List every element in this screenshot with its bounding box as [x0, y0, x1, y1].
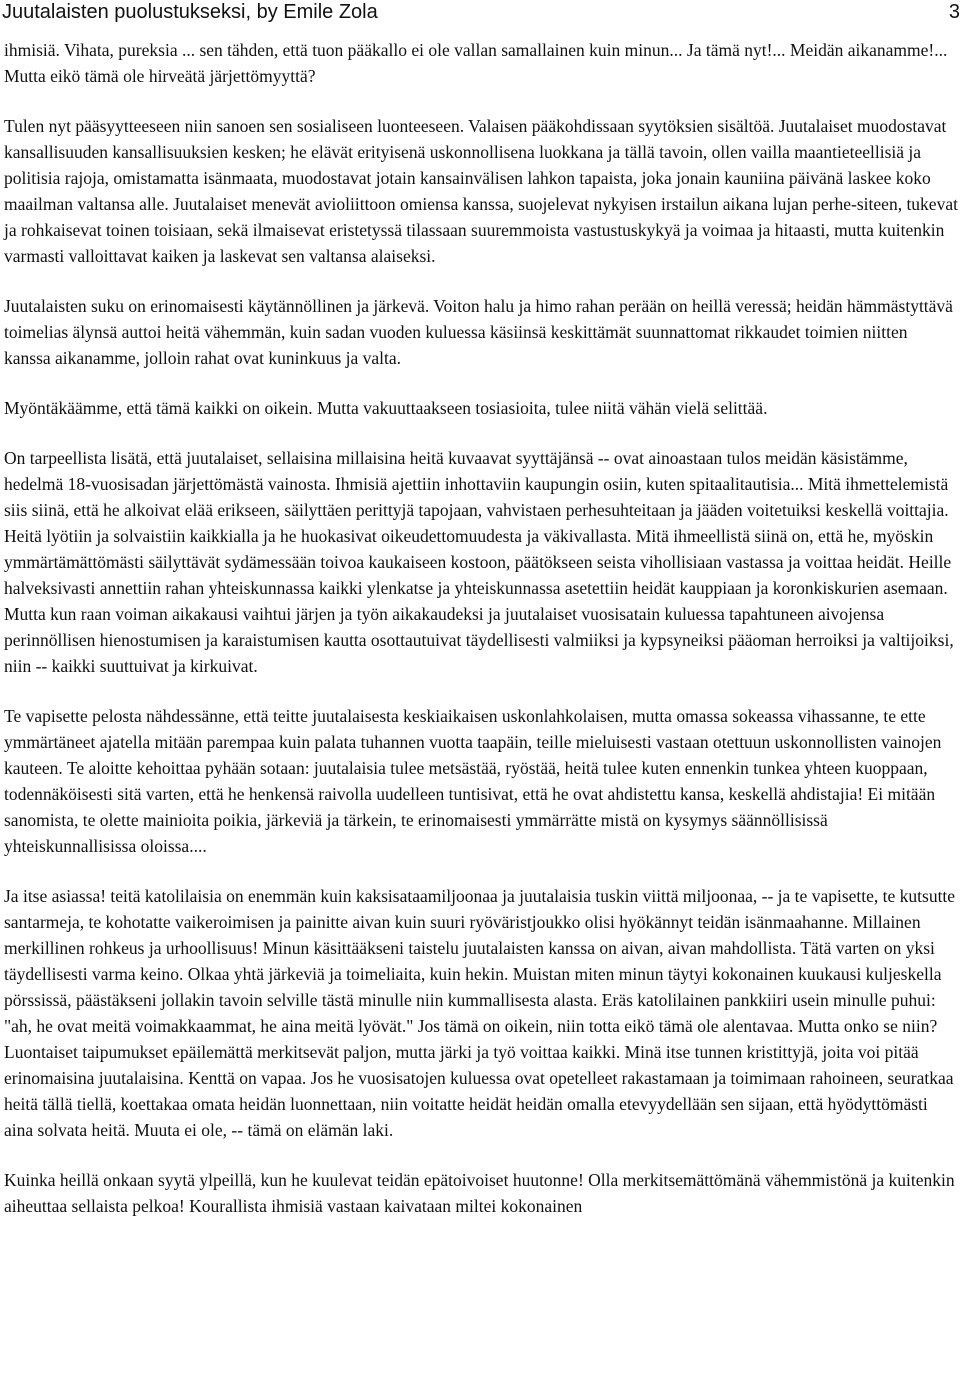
page-number: 3: [948, 1, 960, 23]
paragraph: Tulen nyt pääsyytteeseen niin sanoen sen sosialiseen luonteeseen. Valaisen pääkohdissaan syytöksien sisältöä. Juutalaiset muodostavat kansallisuuden kansallisuuksien kesken; he elävät erityisenä uskonnollisena luokkana ja tällä tavoin, ollen vailla maantieteellisiä ja politisia rajoja, omistamatta isänmaata, muodostavat jotain kansainvälisen lahkon tapaista, joka jonain kauniina päivänä laskee koko maailman valtansa alle. Juutalaiset menevät avioliittoon omiensa kanssa, suojelevat nykyisen irstailun aikana lujan perhe-siteen, tukevat ja rohkaisevat toinen toisiaan, sekä ilmaisevat eristetyssä tilassaan suuremmoista vastustuskykyä ja voimaa ja hitaasti, mutta kuitenkin varmasti valloittavat kaiken ja laskevat sen valtansa alaiseksi.: [4, 116, 958, 266]
paragraph: Kuinka heillä onkaan syytä ylpeillä, kun he kuulevat teidän epätoivoiset huutonne! Olla merkitsemättömänä vähemmistönä ja kuitenkin aiheuttaa sellaista pelkoa! Kourallista ihmisiä vastaan kaivataan miltei kokonainen: [4, 1170, 955, 1216]
paragraph: On tarpeellista lisätä, että juutalaiset, sellaisina millaisina heitä kuvaavat syyttäjänsä -- ovat ainoastaan tulos meidän käsistämme, hedelmä 18-vuosisadan järjettömästä vainosta. Ihmisiä ajettiin inhottaviin kaupungin osiin, kuten spitaalitautisia... Mitä ihmettelemistä siis siinä, että he alkoivat elää erikseen, säilyttäen perittyjä tapojaan, vahvistaen perhesuhteitaan ja jääden voitetuiksi keskellä voittajia. Heitä lyötiin ja solvaistiin kaikkialla ja he huokasivat oikeudettomuudesta ja väkivallasta. Mitä ihmeellistä siinä on, että he, myöskin ymmärtämättömästi säilyttävät sydämessään toivoa kaukaiseen kostoon, päätökseen seista vihollisiaan vastassa ja voittaa heidät. Heille halveksivasti annettiin rahan yhteiskunnassa kaikki ylenkatse ja yhteiskunnassa asetettiin heidät kauppiaan ja koronkiskurien asemaan. Mutta kun raan voiman aikakausi vaihtui järjen ja työn aikakaudeksi ja juutalaiset vuosisatain kuluessa tapahtuneen aivojensa perinnöllisen hienostumisen ja karaistumisen kautta osottautuivat täydellisesti valmiiksi ja kypsyneiksi pääoman herroiksi ja valtijoiksi, niin -- kaikki suuttuivat ja kirkuivat.: [4, 448, 954, 676]
paragraph: Te vapisette pelosta nähdessänne, että teitte juutalaisesta keskiaikaisen uskonlahkolaisen, mutta omassa sokeassa vihassanne, te ette ymmärtäneet ajatella mitään parempaa kuin palata tuhannen vuotta taapäin, teille mieluisesti vastaan otettuun uskonnollisten vainojen kauteen. Te aloitte kehoittaa pyhään sotaan: juutalaisia tulee metsästää, ryöstää, heitä tulee kuten ennenkin tunkea yhteen kuoppaan, todennäköisesti sitä varten, että he henkensä raivolla uudelleen tuntisivat, että he ovat ahdistettu kansa, keskellä ahdistajia! Ei mitään sanomista, te olette mainioita poikia, järkeviä ja tärkein, te erinomaisesti ymmärrätte mistä on kysymys säännöllisissä yhteiskunnallisissa oloissa....: [4, 706, 942, 856]
body-text: [4, 37, 958, 1219]
running-title: Juutalaisten puolustukseksi, by Emile Zola: [2, 1, 378, 23]
paragraph: Myöntäkäämme, että tämä kaikki on oikein. Mutta vakuuttaakseen tosiasioita, tulee niitä vähän vielä selittää.: [4, 398, 768, 418]
running-header: [2, 0, 960, 26]
paragraph: Ja itse asiassa! teitä katolilaisia on enemmän kuin kaksisataamiljoonaa ja juutalaisia tuskin viittä miljoonaa, -- ja te vapisette, te kutsutte santarmeja, te kohotatte vaikeroimisen ja painitte aivan kuin suuri ryöväristjoukko olisi hyökännyt teidän isänmaahanne. Millainen merkillinen rohkeus ja urhoollisuus! Minun käsittääkseni taistelu juutalaisten kanssa on aivan, aivan mahdollista. Tätä varten on yksi täydellisesti varma keino. Olkaa yhtä järkeviä ja toimeliaita, kuin hekin. Muistan miten minun täytyi kokonainen kuukausi kuljeskella pörssissä, päästäkseni jollakin tavoin selville tästä minulle niin kummallisesta alasta. Eräs katolilainen pankkiiri usein minulle puhui: "ah, he ovat meitä voimakkaammat, he aina meitä lyövät." Jos tämä on oikein, niin totta eikö tämä ole alentavaa. Mutta onko se niin? Luontaiset taipumukset epäilemättä merkitsevät paljon, mutta järki ja työ voittaa kaikki. Minä itse tunnen kristittyjä, joita voi pitää erinomaisina juutalaisina. Kenttä on vapaa. Jos he vuosisatojen kuluessa ovat opetelleet rakastamaan ja toimimaan rahoineen, seuratkaa heitä tällä tiellä, koettakaa omata heidän luonnettaan, niin voitatte heidät heidän omalla etevyydellään sen sijaan, että hyödyttömästi aina solvata heitä. Muuta ei ole, -- tämä on elämän laki.: [4, 886, 956, 1140]
paragraph: ihmisiä. Vihata, pureksia ... sen tähden, että tuon pääkallo ei ole vallan samallainen kuin minun... Ja tämä nyt!... Meidän aikanamme!... Mutta eikö tämä ole hirveätä järjettömyyttä?: [4, 40, 948, 86]
paragraph: Juutalaisten suku on erinomaisesti käytännöllinen ja järkevä. Voiton halu ja himo rahan perään on heillä veressä; heidän hämmästyttävä toimelias älynsä auttoi heitä vähemmän, kuin sadan vuoden kuluessa käsiinsä keskittämät suunnattomat rikkaudet toimien niitten kanssa aikanamme, jolloin rahat ovat kuninkuus ja valta.: [4, 296, 953, 368]
